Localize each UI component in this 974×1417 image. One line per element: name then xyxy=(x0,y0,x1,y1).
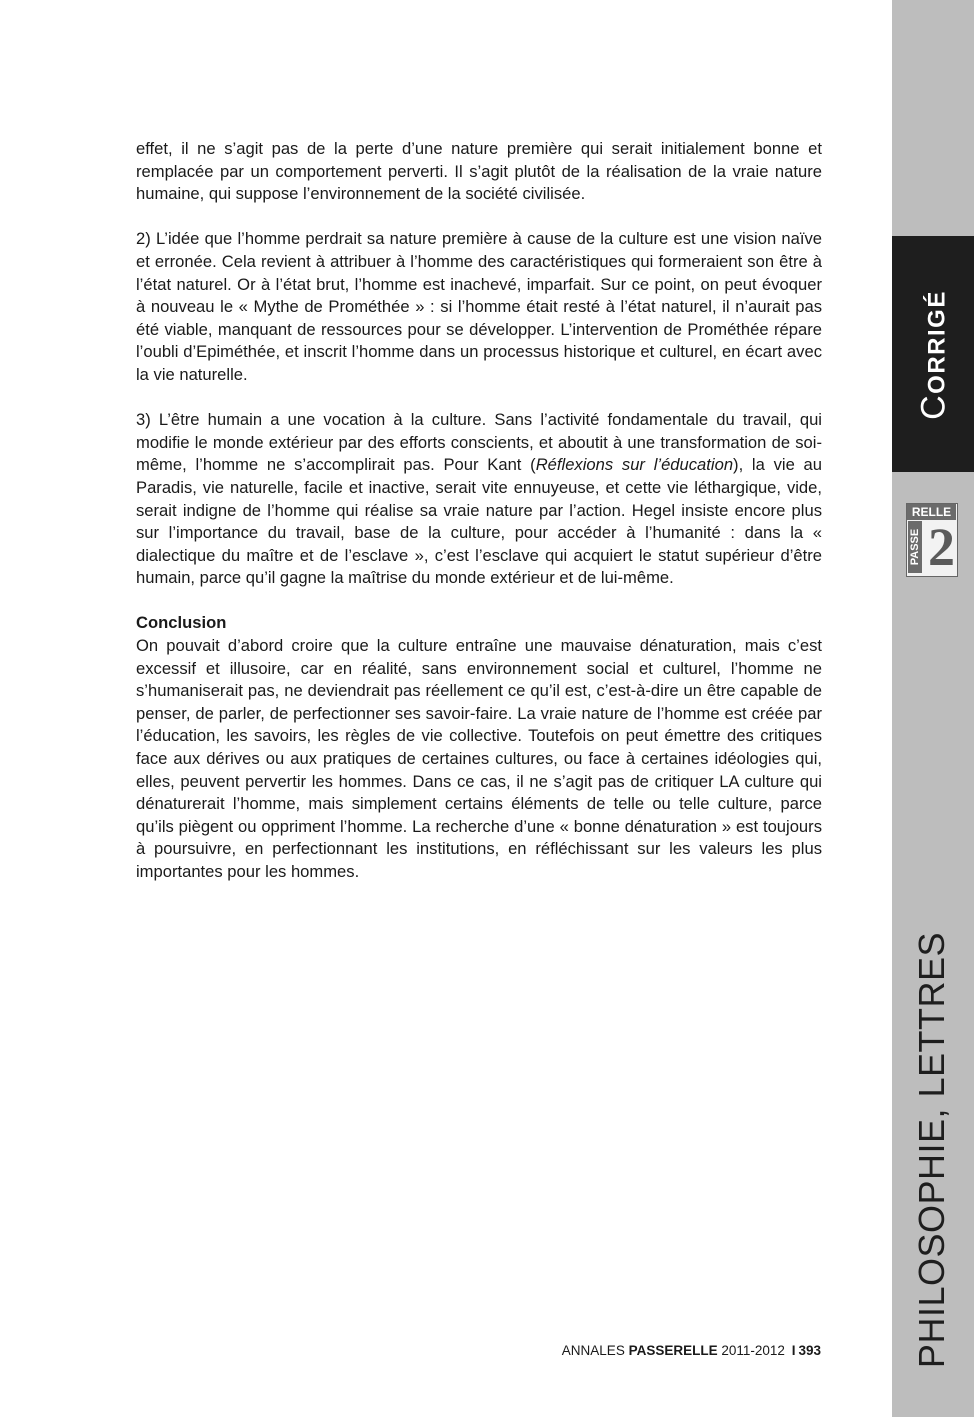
page-content xyxy=(136,138,822,884)
category-label: PHILOSOPHIE, LETTRES xyxy=(911,931,952,1369)
footer-brand: PASSERELLE xyxy=(628,1343,718,1358)
logo-number: 2 xyxy=(928,517,955,577)
paragraph-3 xyxy=(136,409,822,590)
corrige-initial: C xyxy=(914,393,953,420)
footer-separator: I xyxy=(791,1343,796,1358)
logo-relle: RELLE xyxy=(907,504,956,520)
conclusion-heading: Conclusion xyxy=(136,613,227,633)
page-number: 393 xyxy=(798,1343,821,1358)
footer-annales: ANNALES xyxy=(561,1343,625,1358)
passerelle-2-logo xyxy=(906,503,958,577)
paragraph-3-start: 3) L’être humain a une vocation à la culture. Sans l’activité fondamentale du travail, qui modifie le monde extérieur par des efforts conscients, et aboutit à une transformation de soi-même, l’homme ne s’accomplirait pas. Pour Kant ( xyxy=(136,410,822,475)
corrige-label xyxy=(915,290,954,420)
corrige-rest: ORRIGÉ xyxy=(923,290,951,394)
conclusion-text: On pouvait d’abord croire que la culture entraîne une mauvaise dénaturation, mais c’est excessif et illusoire, car en réalité, sans environnement social et culturel, l’homme ne s’humaniserait pas, ne deviendrait pas réellement ce qu’il est, c’est-à-dire un être capable de penser, de parler, de perfectionner ses savoir-faire. La vraie nature de l’homme est créée par l’éducation, les savoirs, les règles de vie collective. Toutefois on peut émettre des critiques face aux dérives ou aux pratiques de certaines cultures, ou face à certaines idéologies qui, elles, peuvent pervertir les hommes. Dans ce cas, il ne s’agit pas de critiquer LA culture qui dénaturerait l’homme, mais simplement certains éléments de telle ou telle culture, parce qu’ils piègent ou oppriment l’homme. La recherche d’une « bonne dénaturation » est toujours à poursuivre, en perfectionnant les institutions, en réfléchissant sur les valeurs les plus importantes pour les hommes. xyxy=(136,636,822,881)
logo-passe: PASSE xyxy=(908,521,922,573)
paragraph-1: effet, il ne s’agit pas de la perte d’une nature première qui serait initialement bonne et remplacée par un comportement perverti. Il s’agit plutôt de la réalisation de la vraie nature humaine, qui suppose l’environnement de la société civilisée. xyxy=(136,139,822,204)
paragraph-3-end: ), la vie au Paradis, vie naturelle, facile et inactive, serait vite ennuyeuse, et cette vie léthargique, vide, serait indigne de l’homme qui réalise sa vraie nature par l’action. Hegel insiste encore plus sur l’importance du travail, base de la culture, pour accéder à l’humanité : dans la « dialectique du maître et de l’esclave », c’est l’esclave qui acquiert le statut supérieur d’être humain, parce qu’il gagne la maîtrise du monde extérieur et de lui-même. xyxy=(136,455,823,588)
paragraph-2: 2) L’idée que l’homme perdrait sa nature première à cause de la culture est une vision naïve et erronée. Cela revient à attribuer à l’homme des caractéristiques qui formeraient son être à l’état naturel. Or à l’état brut, l’homme est inachevé, imparfait. Sur ce point, on peut évoquer à nouveau le « Mythe de Prométhée » : si l’homme était resté à l’état naturel, il n’aurait pas été viable, manquant de ressources pour se développer. L’intervention de Prométhée répare l’oubli d’Epiméthée, et inscrit l’homme dans un processus historique et culturel, en écart avec la vie naturelle. xyxy=(136,229,822,384)
conclusion-section xyxy=(136,612,822,883)
footer-years: 2011-2012 xyxy=(721,1343,785,1358)
kant-book-title: Réflexions sur l’éducation xyxy=(535,455,734,475)
page-footer xyxy=(562,1343,821,1358)
